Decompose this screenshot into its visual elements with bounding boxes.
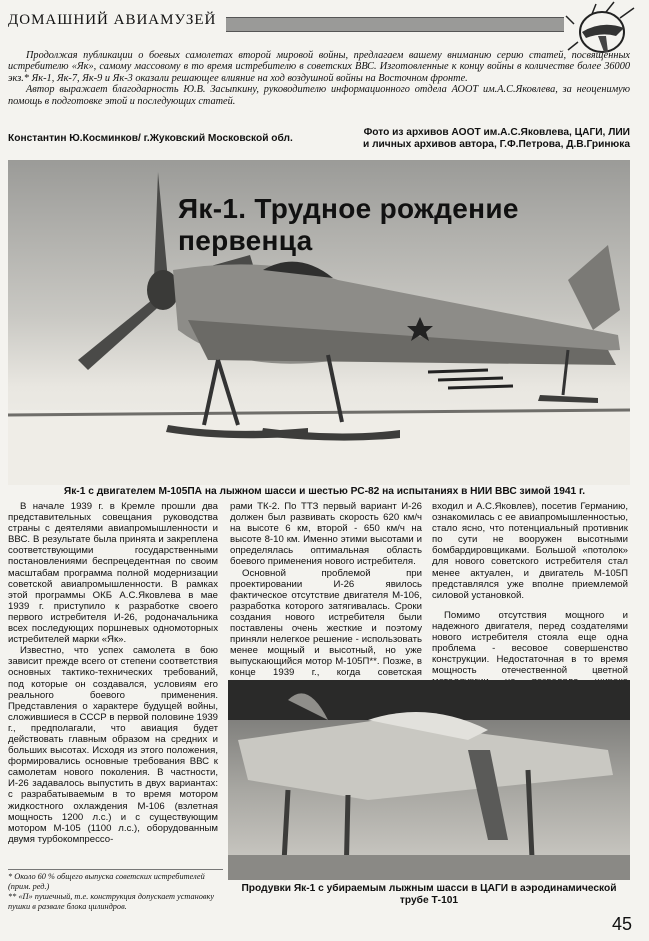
photo-credits [330,127,630,151]
paragraph: Помимо отсутствия мощного и надежного двигателя, перед создателями нового истребителя стояла еще одна проблема - весовое совершенство конструкции. Недостаточная в то время мощность отечественной цветной [432,609,628,677]
footnote-1: * Около 60 % общего выпуска советских истребителей (прим. ред.) [8,872,205,891]
paragraph: В начале 1939 г. в Кремле прошли два представительных совещания руководства страны с деятелями авиапромышленности и ВВС. В результате была принята и закреплена соответствующими государственными постановлениями беспрецедентная по своим масштабам программа полной модернизации советской авиапромышленности. В рамках этой программы ОКБ А.С.Яковлева в мае 1939 г. приступило к разработке своего первого истребителя И-26, родоначальника всех последующих поршневых одномоторных истребителей марки «Як». [8,501,218,646]
photo-credits-line-1: Фото из архивов АООТ им.А.С.Яковлева, ЦАГИ, ЛИИ [363,127,630,138]
footnotes [8,869,223,912]
footnote-2: ** «П» пушечный, т.е. конструкция допускает установку пушки в развале блока цилиндров. [8,892,215,911]
text-column-3 [432,501,628,675]
wind-tunnel-photo-caption [228,883,630,907]
hero-photo-caption: Як-1 с двигателем М-105ПА на лыжном шасси и шестью РС-82 на испытаниях в НИИ ВВС зимой 1941 г. [63,486,586,497]
intro-paragraph: Продолжая публикации о боевых самолетах второй мировой войны, предлагаем вашему вниманию серию статей, посвященных истребителю «Як», самому массовому в то время истребителю в советских ВВС. Изготовленные к концу войны в количестве более 36000 экз.* Як-1, Як-7, Як-9 и Як-3 оказали решающее влияние на ход воздушной войны на Восточном фронте. [8,50,630,84]
text-column-1 [8,501,218,868]
header-bar [226,17,564,32]
wind-tunnel-photo [228,680,630,880]
paragraph: Известно, что успех самолета в бою зависит прежде всего от степени соответствия основных тактико-технических требований, под которые он создавался, условиям его реального боевого применения. Представления о характере будущей войны, сложившиеся в СССР в первой половине 1939 г., предполагали, что авиация будет действовать главным образом на средних и больших высотах. Исходя из этого положения, формировались основные требования ВВС к самолетам нового поколения. В частности, И-26 задавалось выпустить в двух вариантах: с разрабатываемым в то время мотором жидкостного охлаждения М-106 (взлетная мощность 1200 л.с.) и с существующим мотором М-105 (1100 л.с.), оборудованным двумя турбокомпрессо- [8,645,218,845]
paragraph: входил и А.С.Яковлев), посетив Германию, ознакомилась с ее авиапромышленностью, стало ясно, что потенциальный противник по сути не вооружен высотными бомбардировщиками. Большой «потолок» для нового советского истребителя стал менее актуален, и двигатель М-105П представлялся уже вполне приемлемой силовой установкой. [432,501,628,601]
photo-credits-line-2: и личных архивов автора, Г.Ф.Петрова, Д.В.Гринюка [362,139,630,150]
intro-text [8,50,630,107]
paragraph: Основной проблемой при проектировании И-26 явилось фактическое отсутствие двигателя М-106, разработка которого затягивалась. Сроки создания нового истребителя были поставлены очень жесткие и поэтому приняли нелегкое решение - использовать менее мощный и высотный, но уже выпускающийся мотор М-105П**. Позже, в конце 1939 г., когда советская [230,567,422,679]
text-column-2 [230,501,422,679]
acknowledgement-paragraph: Автор выражает благодарность Ю.В. Засыпкину, руководителю информационного отдела АООТ им.А.С.Яковлева, за неоценимую помощь в подготовке этой и последующих статей. [8,84,630,107]
author-line: Константин Ю.Косминков/ г.Жуковский Московской обл. [8,133,293,144]
caption-line-1: Продувки Як-1 с убираемым лыжным шасси в ЦАГИ в аэродинамической [241,883,617,894]
paragraph: рами ТК-2. По ТТЗ первый вариант И-26 должен был развивать скорость 620 км/ч на высоте 6 км, второй - 650 км/ч на высоте 8-10 км. Именно этими высотами и определялась оптимальная область боевого применения нового истребителя. [230,501,422,568]
article-title: Як-1. Трудное рождение первенца [178,193,519,256]
caption-line-2: трубе Т-101 [399,895,459,906]
page-number: 45 [612,914,633,934]
section-title: ДОМАШНИЙ АВИАМУЗЕЙ [8,12,217,28]
